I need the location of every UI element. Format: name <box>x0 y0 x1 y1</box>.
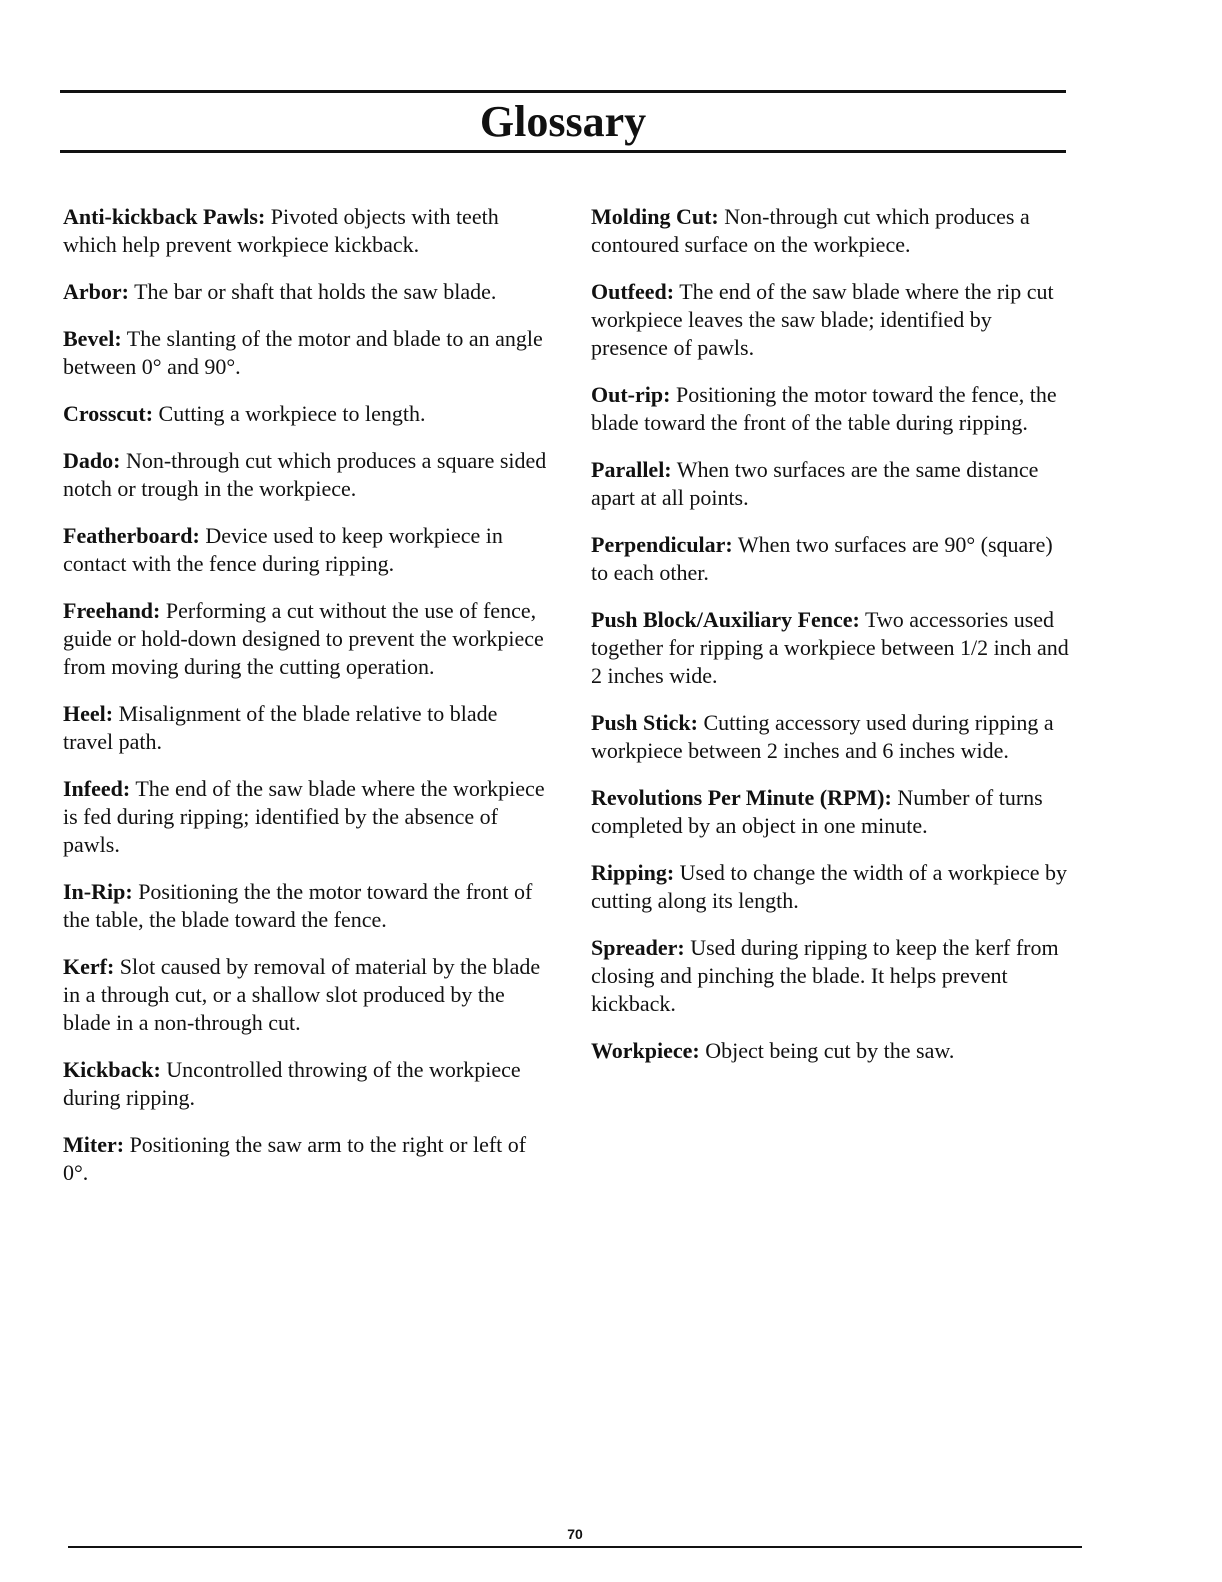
glossary-definition: Used during ripping to keep the kerf from closing and pinching the blade. It helps prevent kickback. <box>591 935 1059 1016</box>
glossary-entry <box>63 400 551 428</box>
glossary-definition: Non-through cut which produces a contoured surface on the workpiece. <box>591 204 1030 257</box>
glossary-entry <box>591 203 1069 259</box>
glossary-term: Out-rip: <box>591 382 671 407</box>
glossary-entry <box>63 447 551 503</box>
glossary-term: Push Block/Auxiliary Fence: <box>591 607 860 632</box>
title-bottom-rule <box>60 150 1066 153</box>
glossary-entry <box>591 709 1069 765</box>
glossary-entry <box>591 784 1069 840</box>
glossary-term: Miter: <box>63 1132 125 1157</box>
glossary-definition: Non-through cut which produces a square sided notch or trough in the workpiece. <box>63 448 547 501</box>
glossary-term: Push Stick: <box>591 710 698 735</box>
footer-rule <box>68 1546 1082 1548</box>
glossary-right-column <box>591 203 1069 1084</box>
glossary-definition: When two surfaces are 90° (square) to each other. <box>591 532 1053 585</box>
glossary-term: Heel: <box>63 701 114 726</box>
glossary-term: Parallel: <box>591 457 672 482</box>
title-top-rule <box>60 90 1066 93</box>
glossary-definition: Misalignment of the blade relative to blade travel path. <box>63 701 498 754</box>
glossary-term: Spreader: <box>591 935 685 960</box>
glossary-entry <box>63 203 551 259</box>
glossary-definition: The end of the saw blade where the rip cut workpiece leaves the saw blade; identified by presence of pawls. <box>591 279 1054 360</box>
glossary-term: Ripping: <box>591 860 675 885</box>
glossary-term: In-Rip: <box>63 879 133 904</box>
glossary-term: Bevel: <box>63 326 122 351</box>
glossary-term: Perpendicular: <box>591 532 733 557</box>
glossary-term: Anti-kickback Pawls: <box>63 204 266 229</box>
glossary-entry <box>591 859 1069 915</box>
glossary-definition: Number of turns completed by an object in one minute. <box>591 785 1043 838</box>
glossary-term: Kickback: <box>63 1057 161 1082</box>
glossary-definition: Device used to keep workpiece in contact with the fence during ripping. <box>63 523 503 576</box>
glossary-left-column <box>63 203 551 1206</box>
glossary-entry <box>591 606 1069 690</box>
glossary-entry <box>63 522 551 578</box>
glossary-term: Arbor: <box>63 279 129 304</box>
glossary-definition: The slanting of the motor and blade to an angle between 0° and 90°. <box>63 326 543 379</box>
glossary-entry <box>63 597 551 681</box>
glossary-term: Infeed: <box>63 776 131 801</box>
glossary-entry <box>591 278 1069 362</box>
glossary-term: Crosscut: <box>63 401 154 426</box>
glossary-definition: Cutting accessory used during ripping a workpiece between 2 inches and 6 inches wide. <box>591 710 1054 763</box>
glossary-entry <box>591 531 1069 587</box>
glossary-definition: Positioning the motor toward the fence, the blade toward the front of the table during ripping. <box>591 382 1057 435</box>
glossary-definition: Two accessories used together for ripping a workpiece between 1/2 inch and 2 inches wide. <box>591 607 1069 688</box>
page-title: Glossary <box>479 97 647 146</box>
glossary-definition: Positioning the the motor toward the front of the table, the blade toward the fence. <box>63 879 533 932</box>
glossary-term: Molding Cut: <box>591 204 719 229</box>
glossary-definition: When two surfaces are the same distance apart at all points. <box>591 457 1039 510</box>
glossary-entry <box>63 278 551 306</box>
glossary-definition: Cutting a workpiece to length. <box>153 401 426 426</box>
glossary-definition: The end of the saw blade where the workpiece is fed during ripping; identified by the absence of pawls. <box>63 776 545 857</box>
glossary-definition: Slot caused by removal of material by the blade in a through cut, or a shallow slot produced by the blade in a non-through cut. <box>63 954 541 1035</box>
glossary-term: Dado: <box>63 448 121 473</box>
glossary-definition: Performing a cut without the use of fence, guide or hold-down designed to prevent the workpiece from moving during the cutting operation. <box>63 598 544 679</box>
glossary-entry <box>63 700 551 756</box>
glossary-term: Freehand: <box>63 598 161 623</box>
glossary-entry <box>591 381 1069 437</box>
glossary-term: Revolutions Per Minute (RPM): <box>591 785 892 810</box>
glossary-entry <box>63 325 551 381</box>
glossary-entry <box>63 1056 551 1112</box>
glossary-term: Workpiece: <box>591 1038 700 1063</box>
glossary-entry <box>591 1037 1069 1065</box>
glossary-definition: Object being cut by the saw. <box>699 1038 955 1063</box>
glossary-definition: Uncontrolled throwing of the workpiece during ripping. <box>63 1057 521 1110</box>
glossary-entry <box>63 878 551 934</box>
glossary-definition: Positioning the saw arm to the right or left of 0°. <box>63 1132 527 1185</box>
glossary-term: Outfeed: <box>591 279 675 304</box>
page-number: 70 <box>567 1526 583 1542</box>
glossary-definition: The bar or shaft that holds the saw blade. <box>128 279 497 304</box>
glossary-entry <box>63 775 551 859</box>
glossary-term: Kerf: <box>63 954 115 979</box>
glossary-entry <box>591 934 1069 1018</box>
glossary-entry <box>63 953 551 1037</box>
glossary-entry <box>63 1131 551 1187</box>
glossary-term: Featherboard: <box>63 523 200 548</box>
glossary-definition: Used to change the width of a workpiece by cutting along its length. <box>591 860 1067 913</box>
glossary-entry <box>591 456 1069 512</box>
glossary-definition: Pivoted objects with teeth which help prevent workpiece kickback. <box>63 204 499 257</box>
